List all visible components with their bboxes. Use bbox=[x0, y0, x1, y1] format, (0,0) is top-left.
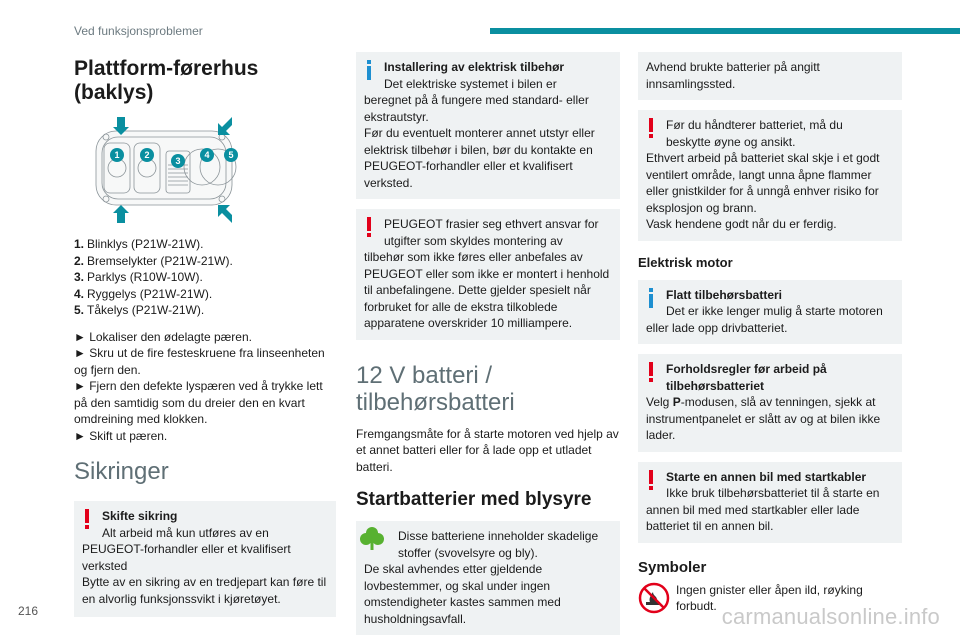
eco-line1: Disse batteriene inneholder skadelige bbox=[398, 529, 599, 543]
info-icon bbox=[644, 287, 658, 309]
precaution-box bbox=[638, 354, 902, 452]
warning-icon bbox=[80, 508, 94, 530]
handle-line1: Før du håndterer batteriet, må du bbox=[666, 118, 843, 132]
no-fire-smoking-icon bbox=[638, 582, 670, 614]
symbol-text: Ingen gnister eller åpen ild, røyking forbudt. bbox=[676, 582, 863, 613]
eco-text: De skal avhendes etter gjeldende lovbestemmer, og skal under ingen omstendigheter kastes sammen med husholdningsavfall. bbox=[364, 562, 561, 626]
step: ► Skru ut de fire festeskruene fra linseenheten og fjern den. bbox=[74, 346, 325, 377]
symbols-title: Symboler bbox=[638, 558, 707, 576]
bulb-item: 2. Bremselykter (P21W-21W). bbox=[74, 253, 233, 268]
warn-text: tilbehør som ikke føres eller anbefales av PEUGEOT eller som ikke er montert i henhold til anbefalingene. Dette gjelder spesielt når forbruket for alle de ekstra tilkoblede apparatene overskrider 10 milliampere. bbox=[364, 250, 610, 330]
fuse-warning-box bbox=[74, 501, 336, 617]
jump-line1: Ikke bruk tilbehørsbatteriet til å starte en bbox=[666, 486, 880, 500]
handling-warning-box bbox=[638, 110, 902, 241]
electric-motor-title: Elektrisk motor bbox=[638, 254, 733, 270]
column-3 bbox=[638, 52, 902, 615]
handle-line2: beskytte øyne og ansikt. bbox=[666, 134, 796, 149]
bulb-item: 1. Blinklys (P21W-21W). bbox=[74, 237, 204, 251]
battery-intro: Fremgangsmåte for å starte motoren ved hjelp av et annet batteri eller for å lade opp et utladet batteri. bbox=[356, 426, 619, 474]
procedure-steps bbox=[74, 329, 336, 445]
lead-acid-title: Startbatterier med blysyre bbox=[356, 489, 592, 510]
fuse-box-text: PEUGEOT-forhandler eller et kvalifisert verksted Bytte av en sikring av en tredjepart kan føre til en alvorlig funksjonssvikt i kjøretøyet. bbox=[82, 542, 327, 606]
diagram-label-5: 5 bbox=[228, 150, 234, 160]
info-box-title: Installering av elektrisk tilbehør bbox=[384, 60, 565, 74]
bulb-item: 3. Parklys (R10W-10W). bbox=[74, 270, 203, 284]
warning-icon bbox=[644, 361, 658, 383]
jump-start-box bbox=[638, 462, 902, 543]
flat-battery-box bbox=[638, 280, 902, 345]
step: ► Skift ut pæren. bbox=[74, 428, 168, 443]
fuse-box-line1: Alt arbeid må kun utføres av en bbox=[102, 525, 269, 540]
flat-line1: Det er ikke lenger mulig å starte motoren bbox=[666, 304, 883, 318]
page-number: 216 bbox=[18, 604, 39, 618]
dispose-box bbox=[638, 52, 902, 100]
accessory-info-box bbox=[356, 52, 620, 199]
precaution-title2: tilbehørsbatteriet bbox=[666, 378, 765, 393]
precaution-text: Velg P-modusen, slå av tenningen, sjekk at instrumentpanelet er slått av og at bilen ikke lader. bbox=[646, 395, 881, 442]
fuses-title: Sikringer bbox=[74, 458, 169, 485]
info-icon bbox=[362, 59, 376, 81]
flat-text: eller lade opp drivbatteriet. bbox=[646, 320, 788, 335]
info-box-line1: Det elektriske systemet i bilen er bbox=[384, 76, 557, 91]
bulb-item: 5. Tåkelys (P21W-21W). bbox=[74, 303, 205, 317]
jump-text: annen bil med med startkabler eller lade batteriet til en annen bil. bbox=[646, 502, 860, 533]
column-2 bbox=[356, 52, 620, 635]
watermark: carmanualsonline.info bbox=[721, 604, 940, 629]
jump-title: Starte en annen bil med startkabler bbox=[666, 469, 867, 484]
running-header: Ved funksjonsproblemer bbox=[74, 24, 203, 38]
header-accent-bar bbox=[490, 28, 960, 34]
diagram-label-3: 3 bbox=[175, 156, 181, 166]
warning-icon bbox=[644, 469, 658, 491]
warn-line2: utgifter som skyldes montering av bbox=[384, 233, 563, 248]
battery-title: 12 V batteri / tilbehørsbatteri bbox=[356, 361, 515, 416]
warning-icon bbox=[362, 216, 376, 238]
fuse-box-title: Skifte sikring bbox=[102, 509, 178, 523]
rear-light-title: Plattform-førerhus (baklys) bbox=[74, 57, 259, 104]
bulb-item: 4. Ryggelys (P21W-21W). bbox=[74, 286, 213, 301]
diagram-label-4: 4 bbox=[204, 150, 210, 160]
info-box-text: beregnet på å fungere med standard- eller ekstrautstyr. Før du eventuelt monterer annet utstyr eller elektrisk tilbehør i bilen, bør du kontakte en PEUGEOT-forhandler eller et kvalifisert verksted. bbox=[364, 93, 595, 190]
diagram-label-1: 1 bbox=[114, 150, 120, 160]
warning-icon bbox=[644, 117, 658, 139]
column-1 bbox=[74, 52, 336, 617]
recycling-box bbox=[356, 521, 620, 635]
rear-light-diagram bbox=[84, 115, 244, 225]
warn-line1: PEUGEOT frasier seg ethvert ansvar for bbox=[384, 217, 599, 231]
eco-line2: stoffer (svovelsyre og bly). bbox=[398, 545, 538, 560]
bulb-list bbox=[74, 236, 336, 319]
dispose-text: Avhend brukte batterier på angitt innsamlingssted. bbox=[646, 60, 820, 91]
diagram-label-2: 2 bbox=[144, 150, 150, 160]
liability-warning-box bbox=[356, 209, 620, 340]
flat-title: Flatt tilbehørsbatteri bbox=[666, 287, 783, 302]
recycling-leaf-icon bbox=[360, 525, 384, 551]
handle-text: Ethvert arbeid på batteriet skal skje i et godt ventilert område, langt unna åpne flammer eller gnistkilder for å unngå enhver risiko for eksplosjon og brann. Vask hendene godt når du er ferdig. bbox=[646, 151, 880, 231]
step: ► Lokaliser den ødelagte pæren. bbox=[74, 329, 252, 344]
step: ► Fjern den defekte lyspæren ved å trykke lett på den samtidig som du dreier den en kvart omdreining med klokken. bbox=[74, 379, 323, 426]
precaution-title1: Forholdsregler før arbeid på bbox=[666, 362, 827, 376]
